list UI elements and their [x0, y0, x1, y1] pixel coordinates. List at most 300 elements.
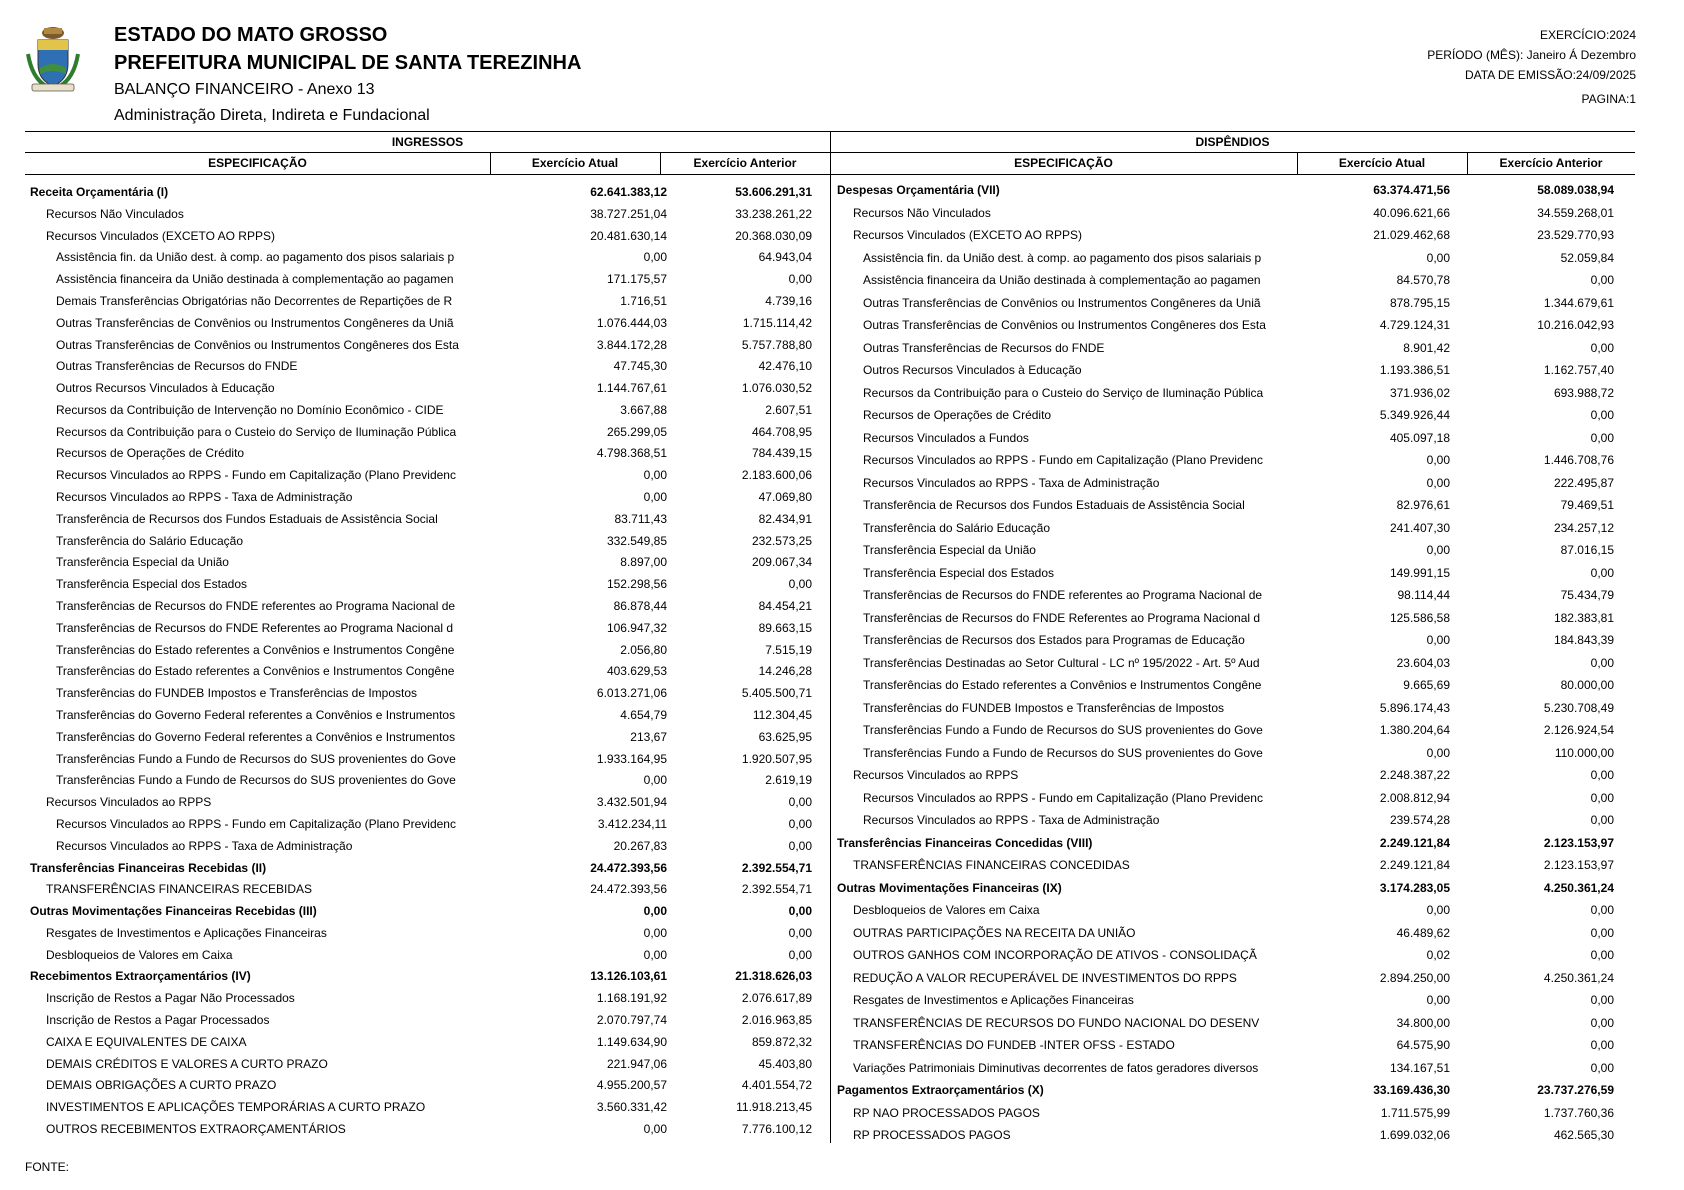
row-exercicio-anterior: 209.067,34: [751, 555, 812, 570]
row-exercicio-anterior: 21.318.626,03: [735, 969, 812, 984]
row-description: Recursos Vinculados a Fundos: [863, 430, 1029, 445]
row-description: TRANSFERÊNCIAS DE RECURSOS DO FUNDO NACIONAL DO DESENV: [853, 1015, 1260, 1030]
row-description: Transferência Especial da União: [863, 543, 1036, 557]
row-exercicio-anterior: 222.495,87: [1553, 475, 1614, 490]
row-exercicio-anterior: 87.016,15: [1560, 543, 1614, 557]
row-description: Transferências Destinadas ao Setor Cultural - LC nº 195/2022 - Art. 5º Aud: [863, 655, 1260, 670]
row-exercicio-atual: 1.168.191,92: [596, 991, 667, 1006]
table-row: [25, 793, 830, 811]
row-description: DEMAIS OBRIGAÇÕES A CURTO PRAZO: [46, 1078, 277, 1093]
row-description: INVESTIMENTOS E APLICAÇÕES TEMPORÁRIAS A CURTO PRAZO: [46, 1100, 426, 1115]
table-row: [830, 766, 1635, 784]
table-row: [830, 654, 1635, 672]
table-row: [830, 451, 1635, 469]
row-exercicio-anterior: 0,00: [1590, 903, 1614, 917]
row-exercicio-atual: 98.114,44: [1397, 588, 1450, 602]
table-row: [830, 901, 1635, 919]
row-description: Outras Transferências de Convênios ou Instrumentos Congêneres da Uniã: [863, 295, 1261, 310]
row-exercicio-atual: 0,00: [643, 490, 667, 505]
dispendios-spec-header: ESPECIFICAÇÃO: [830, 153, 1297, 175]
row-exercicio-atual: 239.574,28: [1389, 813, 1450, 827]
ingressos-atual-header: Exercício Atual: [490, 153, 660, 175]
table-row: [25, 771, 830, 789]
row-exercicio-atual: 2.008.812,94: [1379, 790, 1450, 805]
row-exercicio-anterior: 42.476,10: [758, 359, 812, 374]
row-description: Inscrição de Restos a Pagar Processados: [46, 1013, 270, 1028]
row-exercicio-atual: 82.976,61: [1396, 498, 1450, 512]
table-row: [25, 706, 830, 724]
row-description: Recebimentos Extraorçamentários (IV): [30, 969, 251, 984]
row-exercicio-atual: 405.097,18: [1389, 430, 1450, 445]
table-row: [25, 466, 830, 484]
row-description: Outras Movimentações Financeiras Recebidas (III): [30, 904, 317, 919]
row-description: OUTROS GANHOS COM INCORPORAÇÃO DE ATIVOS - CONSOLIDAÇÃ: [853, 948, 1257, 962]
row-exercicio-atual: 1.711.575,99: [1380, 1105, 1450, 1120]
row-exercicio-atual: 0,00: [1426, 250, 1450, 265]
row-exercicio-atual: 134.167,51: [1389, 1060, 1450, 1075]
row-exercicio-anterior: 0,00: [1590, 993, 1614, 1007]
row-exercicio-anterior: 0,00: [1590, 1015, 1614, 1030]
row-exercicio-atual: 1.149.634,90: [596, 1034, 667, 1049]
row-exercicio-anterior: 52.059,84: [1560, 250, 1614, 265]
row-exercicio-atual: 9.665,69: [1403, 678, 1450, 692]
table-row: [25, 1076, 830, 1094]
table-row: [25, 1033, 830, 1051]
table-row: [25, 336, 830, 354]
row-exercicio-anterior: 2.607,51: [765, 402, 812, 417]
row-description: Outras Transferências de Convênios ou Instrumentos Congêneres dos Esta: [863, 318, 1266, 332]
row-exercicio-anterior: 2.076.617,89: [741, 991, 812, 1006]
row-exercicio-anterior: 2.392.554,71: [741, 882, 812, 897]
table-row: [25, 357, 830, 375]
row-exercicio-anterior: 11.918.213,45: [736, 1100, 812, 1115]
row-description: Recursos Vinculados ao RPPS - Fundo em Capitalização (Plano Previdenc: [56, 468, 456, 483]
row-description: Transferências do Estado referentes a Convênios e Instrumentos Congêne: [863, 678, 1262, 692]
row-exercicio-atual: 0,00: [643, 947, 667, 962]
table-row: [830, 1081, 1635, 1099]
table-row: [830, 699, 1635, 717]
row-exercicio-atual: 403.629,53: [606, 664, 667, 679]
row-exercicio-atual: 86.878,44: [613, 599, 667, 614]
ingressos-section-header: INGRESSOS: [25, 131, 830, 153]
row-exercicio-atual: 13.126.103,61: [590, 969, 667, 984]
row-exercicio-anterior: 47.069,80: [758, 490, 812, 505]
row-description: Recursos Não Vinculados: [46, 206, 184, 221]
row-description: Transferências do FUNDEB Impostos e Transferências de Impostos: [56, 686, 418, 701]
row-exercicio-anterior: 84.454,21: [758, 599, 812, 614]
table-row: [25, 314, 830, 332]
row-exercicio-anterior: 23.529.770,93: [1537, 228, 1614, 242]
row-exercicio-atual: 4.654,79: [620, 707, 667, 722]
row-exercicio-atual: 152.298,56: [606, 577, 667, 592]
row-description: Transferência de Recursos dos Fundos Estaduais de Assistência Social: [56, 511, 438, 526]
row-exercicio-anterior: 859.872,32: [751, 1034, 812, 1049]
table-row: [830, 676, 1635, 694]
table-row: [830, 384, 1635, 402]
row-description: Recursos Vinculados ao RPPS - Taxa de Administração: [56, 838, 353, 853]
ingressos-spec-header: ESPECIFICAÇÃO: [25, 153, 490, 175]
table-row: [830, 406, 1635, 424]
col-divider: [1297, 153, 1298, 175]
row-exercicio-anterior: 14.246,28: [758, 664, 812, 679]
row-description: Transferências de Recursos do FNDE Referentes ao Programa Nacional d: [56, 620, 454, 635]
row-description: Recursos da Contribuição para o Custeio do Serviço de Iluminação Pública: [863, 385, 1264, 400]
table-row: [25, 619, 830, 637]
table-row: [25, 728, 830, 746]
row-description: Recursos Vinculados (EXCETO AO RPPS): [853, 228, 1082, 242]
row-exercicio-anterior: 693.988,72: [1553, 385, 1614, 400]
row-description: Transferências Fundo a Fundo de Recursos do SUS provenientes do Gove: [863, 723, 1263, 737]
row-exercicio-anterior: 64.943,04: [758, 250, 812, 265]
row-description: Transferências do Estado referentes a Convênios e Instrumentos Congêne: [56, 664, 455, 679]
row-exercicio-anterior: 82.434,91: [758, 511, 812, 526]
row-exercicio-anterior: 464.708,95: [751, 424, 812, 439]
row-exercicio-atual: 0,00: [1426, 993, 1450, 1007]
table-row: [830, 429, 1635, 447]
exercicio-label: EXERCÍCIO:2024: [1539, 28, 1636, 42]
row-exercicio-anterior: 4.739,16: [765, 293, 812, 308]
state-title: ESTADO DO MATO GROSSO: [114, 24, 388, 46]
row-description: Transferências Financeiras Concedidas (VIII): [837, 835, 1093, 850]
row-exercicio-atual: 8.901,42: [1403, 340, 1450, 355]
table-row: [830, 744, 1635, 762]
row-exercicio-atual: 84.570,78: [1396, 273, 1450, 287]
row-exercicio-atual: 149.991,15: [1389, 565, 1450, 580]
row-exercicio-atual: 47.745,30: [613, 359, 667, 374]
row-exercicio-atual: 63.374.471,56: [1373, 183, 1450, 197]
row-exercicio-atual: 8.897,00: [620, 555, 667, 570]
source-footer: FONTE:: [25, 1160, 69, 1174]
row-description: Demais Transferências Obrigatórias não Decorrentes de Repartições de R: [56, 293, 453, 308]
table-row: [830, 586, 1635, 604]
row-description: OUTRAS PARTICIPAÇÕES NA RECEITA DA UNIÃO: [853, 925, 1136, 940]
row-exercicio-atual: 0,00: [643, 1122, 667, 1136]
table-row: [25, 662, 830, 680]
row-description: Recursos da Contribuição de Intervenção no Domínio Econômico - CIDE: [56, 402, 444, 417]
row-exercicio-atual: 3.560.331,42: [596, 1100, 667, 1115]
report-scope: Administração Direta, Indireta e Fundacional: [114, 107, 430, 124]
row-description: Transferência do Salário Educação: [863, 520, 1050, 535]
table-row: [25, 553, 830, 571]
row-exercicio-anterior: 0,00: [1590, 768, 1614, 782]
table-row: [830, 969, 1635, 987]
row-description: Assistência financeira da União destinada à complementação ao pagamen: [863, 273, 1261, 287]
table-row: [25, 946, 830, 964]
table-row: [830, 271, 1635, 289]
row-description: Outros Recursos Vinculados à Educação: [863, 363, 1082, 377]
row-description: Transferências de Recursos do FNDE referentes ao Programa Nacional de: [863, 588, 1263, 602]
row-exercicio-anterior: 5.757.788,80: [741, 337, 812, 352]
row-exercicio-atual: 23.604,03: [1396, 655, 1450, 670]
row-exercicio-atual: 106.947,32: [606, 620, 667, 635]
table-row: [25, 488, 830, 506]
row-exercicio-atual: 20.481.630,14: [590, 228, 667, 243]
row-exercicio-anterior: 58.089.038,94: [1537, 183, 1614, 197]
municipality-title: PREFEITURA MUNICIPAL DE SANTA TEREZINHA: [114, 52, 582, 74]
row-exercicio-anterior: 0,00: [1590, 948, 1614, 962]
row-exercicio-atual: 3.667,88: [620, 402, 667, 417]
table-row: [25, 859, 830, 877]
row-exercicio-anterior: 1.344.679,61: [1543, 295, 1614, 310]
row-exercicio-atual: 5.349.926,44: [1379, 408, 1450, 422]
table-row: [25, 750, 830, 768]
row-description: Recursos Não Vinculados: [853, 205, 991, 220]
row-exercicio-atual: 213,67: [630, 729, 667, 744]
row-description: Outras Movimentações Financeiras (IX): [837, 880, 1062, 895]
row-exercicio-atual: 371.936,02: [1389, 385, 1450, 400]
municipal-coat-of-arms-logo: [26, 24, 80, 94]
row-exercicio-atual: 0,00: [643, 468, 667, 483]
row-description: Outros Recursos Vinculados à Educação: [56, 381, 275, 396]
row-exercicio-atual: 1.076.444,03: [596, 315, 667, 330]
table-row: [25, 183, 830, 201]
row-exercicio-anterior: 0,00: [788, 925, 812, 940]
row-exercicio-anterior: 20.368.030,09: [735, 228, 812, 243]
table-row: [25, 684, 830, 702]
row-exercicio-anterior: 232.573,25: [751, 533, 812, 548]
row-exercicio-atual: 3.174.283,05: [1379, 880, 1450, 895]
row-exercicio-anterior: 23.737.276,59: [1537, 1083, 1614, 1097]
row-exercicio-anterior: 4.250.361,24: [1543, 880, 1614, 895]
row-exercicio-anterior: 1.715.114,42: [742, 315, 812, 330]
periodo-label: PERÍODO (MÊS): Janeiro Á Dezembro: [1427, 48, 1636, 62]
row-description: Recursos Vinculados ao RPPS - Fundo em Capitalização (Plano Previdenc: [863, 790, 1263, 805]
row-exercicio-anterior: 184.843,39: [1553, 633, 1614, 647]
row-exercicio-anterior: 1.920.507,95: [741, 751, 812, 766]
row-description: Assistência fin. da União dest. à comp. ao pagamento dos pisos salariais p: [56, 250, 455, 265]
table-row: [25, 532, 830, 550]
row-description: Assistência financeira da União destinada à complementação ao pagamen: [56, 272, 454, 287]
row-exercicio-anterior: 5.405.500,71: [741, 686, 812, 701]
row-description: Recursos Vinculados ao RPPS: [46, 795, 212, 810]
row-description: Desbloqueios de Valores em Caixa: [46, 947, 233, 962]
row-exercicio-atual: 1.193.386,51: [1379, 363, 1450, 377]
row-exercicio-atual: 0,02: [1426, 948, 1450, 962]
row-description: Transferência Especial dos Estados: [56, 577, 247, 592]
row-description: Variações Patrimoniais Diminutivas decorrentes de fatos geradores diversos: [853, 1060, 1259, 1075]
row-exercicio-anterior: 0,00: [1590, 430, 1614, 445]
row-exercicio-atual: 125.586,58: [1389, 610, 1450, 625]
row-exercicio-atual: 241.407,30: [1389, 520, 1450, 535]
row-exercicio-atual: 40.096.621,66: [1373, 205, 1450, 220]
row-exercicio-anterior: 234.257,12: [1553, 520, 1614, 535]
row-description: Transferências de Recursos dos Estados para Programas de Educação: [863, 633, 1245, 647]
table-row: [25, 1011, 830, 1029]
row-exercicio-anterior: 784.439,15: [751, 446, 812, 461]
row-description: TRANSFERÊNCIAS FINANCEIRAS CONCEDIDAS: [853, 858, 1130, 872]
table-row: [830, 834, 1635, 852]
table-row: [830, 1104, 1635, 1122]
row-description: OUTROS RECEBIMENTOS EXTRAORÇAMENTÁRIOS: [46, 1122, 346, 1136]
row-exercicio-atual: 2.248.387,22: [1379, 768, 1450, 782]
table-row: [830, 991, 1635, 1009]
row-exercicio-anterior: 0,00: [1590, 925, 1614, 940]
table-row: [830, 811, 1635, 829]
row-exercicio-anterior: 2.126.924,54: [1543, 723, 1614, 737]
row-exercicio-atual: 0,00: [1426, 475, 1450, 490]
row-exercicio-atual: 0,00: [1426, 745, 1450, 760]
row-exercicio-anterior: 0,00: [1590, 565, 1614, 580]
row-exercicio-atual: 64.575,90: [1396, 1038, 1450, 1052]
row-exercicio-atual: 221.947,06: [606, 1056, 667, 1071]
row-exercicio-anterior: 0,00: [788, 904, 812, 919]
table-row: [830, 946, 1635, 964]
row-exercicio-atual: 0,00: [1426, 903, 1450, 917]
row-description: Transferências Financeiras Recebidas (II): [30, 860, 267, 875]
row-exercicio-atual: 6.013.271,06: [596, 686, 667, 701]
table-row: [25, 248, 830, 266]
table-row: [25, 401, 830, 419]
table-row: [830, 361, 1635, 379]
row-description: TRANSFERÊNCIAS FINANCEIRAS RECEBIDAS: [46, 882, 313, 897]
row-exercicio-anterior: 33.238.261,22: [735, 206, 812, 221]
table-row: [25, 902, 830, 920]
table-row: [830, 249, 1635, 267]
row-exercicio-anterior: 0,00: [788, 838, 812, 853]
table-row: [830, 541, 1635, 559]
row-exercicio-anterior: 4.401.554,72: [741, 1078, 812, 1093]
table-row: [25, 444, 830, 462]
row-exercicio-atual: 3.844.172,28: [596, 337, 667, 352]
row-description: Outras Transferências de Recursos do FNDE: [863, 340, 1105, 355]
row-exercicio-anterior: 63.625,95: [758, 729, 812, 744]
row-exercicio-atual: 83.711,43: [614, 511, 667, 526]
row-exercicio-anterior: 79.469,51: [1560, 498, 1614, 512]
row-exercicio-anterior: 1.162.757,40: [1543, 363, 1614, 377]
row-exercicio-anterior: 0,00: [788, 947, 812, 962]
row-exercicio-atual: 0,00: [1426, 543, 1450, 557]
table-row: [830, 924, 1635, 942]
row-exercicio-atual: 0,00: [1426, 453, 1450, 467]
row-description: Outras Transferências de Recursos do FNDE: [56, 359, 298, 374]
row-exercicio-atual: 1.144.767,61: [596, 381, 667, 396]
row-exercicio-atual: 0,00: [643, 773, 667, 788]
row-exercicio-anterior: 2.123.153,97: [1543, 835, 1614, 850]
row-exercicio-atual: 0,00: [1426, 633, 1450, 647]
table-row: [25, 880, 830, 898]
table-row: [830, 609, 1635, 627]
table-row: [830, 204, 1635, 222]
col-divider: [1467, 153, 1468, 175]
row-description: Resgates de Investimentos e Aplicações Financeiras: [46, 925, 327, 940]
row-exercicio-atual: 1.699.032,06: [1379, 1128, 1450, 1142]
dispendios-section-header: DISPÊNDIOS: [830, 131, 1635, 153]
row-description: Outras Transferências de Convênios ou Instrumentos Congêneres da Uniã: [56, 315, 454, 330]
table-row: [830, 631, 1635, 649]
table-row: [25, 379, 830, 397]
row-description: Transferências Fundo a Fundo de Recursos do SUS provenientes do Gove: [56, 751, 456, 766]
table-row: [830, 226, 1635, 244]
row-exercicio-anterior: 1.737.760,36: [1543, 1105, 1614, 1120]
table-row: [830, 519, 1635, 537]
row-description: Transferências do Governo Federal referentes a Convênios e Instrumentos: [56, 729, 456, 744]
page-number: PAGINA:1: [1581, 92, 1636, 106]
table-row: [830, 339, 1635, 357]
row-exercicio-atual: 46.489,62: [1396, 925, 1450, 940]
dispendios-atual-header: Exercício Atual: [1297, 153, 1467, 175]
table-row: [25, 510, 830, 528]
row-exercicio-anterior: 182.383,81: [1553, 610, 1614, 625]
row-exercicio-anterior: 2.392.554,71: [741, 860, 812, 875]
row-description: Transferências Fundo a Fundo de Recursos do SUS provenientes do Gove: [863, 745, 1263, 760]
row-exercicio-anterior: 0,00: [1590, 790, 1614, 805]
row-description: Resgates de Investimentos e Aplicações Financeiras: [853, 993, 1134, 1007]
row-exercicio-atual: 3.432.501,94: [596, 795, 667, 810]
row-exercicio-atual: 21.029.462,68: [1373, 228, 1450, 242]
row-exercicio-atual: 38.727.251,04: [590, 206, 667, 221]
table-row: [830, 856, 1635, 874]
table-row: [25, 989, 830, 1007]
row-description: Transferência Especial dos Estados: [863, 565, 1054, 580]
row-description: Transferências de Recursos do FNDE Referentes ao Programa Nacional d: [863, 610, 1261, 625]
report-title: BALANÇO FINANCEIRO - Anexo 13: [114, 81, 375, 98]
col-divider: [660, 153, 661, 175]
row-description: Recursos Vinculados ao RPPS - Fundo em Capitalização (Plano Previdenc: [863, 453, 1263, 467]
row-exercicio-anterior: 110.000,00: [1554, 745, 1614, 760]
row-exercicio-atual: 62.641.383,12: [590, 185, 667, 199]
row-description: Transferências do Estado referentes a Convênios e Instrumentos Congêne: [56, 642, 455, 657]
row-description: RP NAO PROCESSADOS PAGOS: [853, 1105, 1040, 1120]
row-exercicio-anterior: 2.619,19: [765, 773, 812, 788]
row-description: Recursos Vinculados ao RPPS: [853, 768, 1019, 782]
row-exercicio-atual: 878.795,15: [1389, 295, 1450, 310]
row-description: Recursos Vinculados ao RPPS - Fundo em Capitalização (Plano Previdenc: [56, 816, 456, 831]
row-exercicio-anterior: 0,00: [788, 272, 812, 287]
row-description: Assistência fin. da União dest. à comp. ao pagamento dos pisos salariais p: [863, 250, 1262, 265]
table-row: [25, 597, 830, 615]
row-exercicio-atual: 2.894.250,00: [1379, 970, 1450, 985]
row-description: TRANSFERÊNCIAS DO FUNDEB -INTER OFSS - ESTADO: [853, 1038, 1175, 1052]
table-row: [830, 1126, 1635, 1144]
row-exercicio-anterior: 45.403,80: [758, 1056, 812, 1071]
row-exercicio-atual: 1.716,51: [620, 293, 667, 308]
row-description: Transferência do Salário Educação: [56, 533, 243, 548]
row-exercicio-anterior: 80.000,00: [1560, 678, 1614, 692]
row-exercicio-atual: 4.798.368,51: [596, 446, 667, 461]
table-row: [25, 641, 830, 659]
row-description: Recursos Vinculados (EXCETO AO RPPS): [46, 228, 275, 243]
row-exercicio-anterior: 5.230.708,49: [1543, 700, 1614, 715]
row-exercicio-anterior: 112.304,45: [752, 707, 812, 722]
col-divider: [490, 153, 491, 175]
table-row: [830, 789, 1635, 807]
row-exercicio-atual: 33.169.436,30: [1373, 1083, 1450, 1097]
row-exercicio-anterior: 1.076.030,52: [741, 381, 812, 396]
table-row: [25, 967, 830, 985]
row-exercicio-anterior: 2.183.600,06: [741, 468, 812, 483]
row-exercicio-anterior: 2.016.963,85: [741, 1013, 812, 1028]
row-exercicio-anterior: 0,00: [788, 795, 812, 810]
row-exercicio-atual: 4.729.124,31: [1379, 318, 1450, 332]
row-description: Outras Transferências de Convênios ou Instrumentos Congêneres dos Esta: [56, 337, 459, 352]
row-description: Transferências de Recursos do FNDE referentes ao Programa Nacional de: [56, 599, 456, 614]
row-exercicio-atual: 1.380.204,64: [1379, 723, 1450, 737]
row-exercicio-atual: 1.933.164,95: [596, 751, 667, 766]
row-exercicio-atual: 24.472.393,56: [590, 882, 667, 897]
emissao-date-label: DATA DE EMISSÃO:24/09/2025: [1465, 68, 1636, 82]
row-exercicio-atual: 2.070.797,74: [596, 1013, 667, 1028]
row-exercicio-anterior: 7.515,19: [765, 642, 812, 657]
table-row: [830, 181, 1635, 199]
row-exercicio-anterior: 0,00: [1590, 273, 1614, 287]
row-exercicio-atual: 24.472.393,56: [590, 860, 667, 875]
row-description: Transferência Especial da União: [56, 555, 229, 570]
row-description: DEMAIS CRÉDITOS E VALORES A CURTO PRAZO: [46, 1056, 328, 1071]
row-exercicio-anterior: 53.606.291,31: [735, 185, 812, 199]
row-description: Desbloqueios de Valores em Caixa: [853, 903, 1040, 917]
row-exercicio-atual: 3.412.234,11: [597, 816, 667, 831]
row-exercicio-atual: 20.267,83: [613, 838, 667, 853]
